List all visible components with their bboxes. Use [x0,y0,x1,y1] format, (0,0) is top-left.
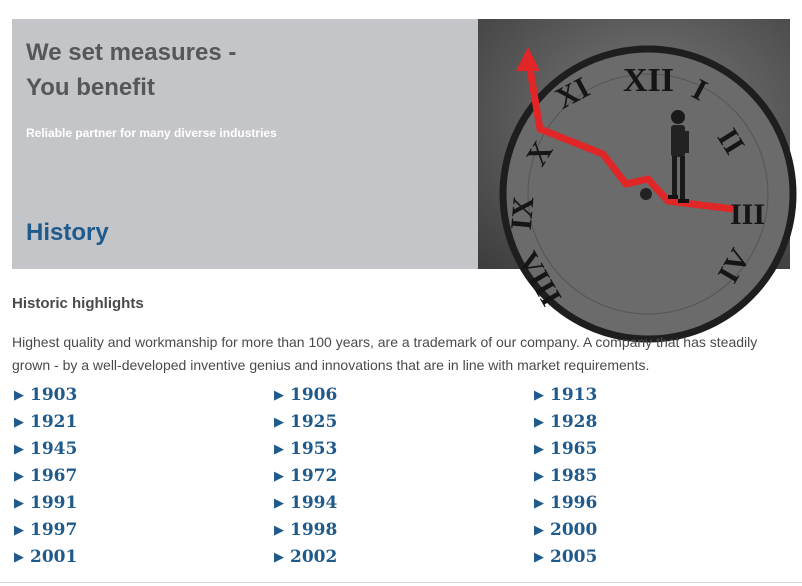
svg-text:VIII: VIII [510,246,568,312]
hero-title-line-2: You benefit [26,74,155,101]
triangle-right-icon: ▶ [14,495,24,511]
triangle-right-icon: ▶ [534,441,544,457]
triangle-right-icon: ▶ [14,522,24,538]
year-label: 1996 [550,493,598,513]
year-link-2000[interactable] [534,519,794,541]
year-link-1991[interactable] [14,492,274,514]
hero-title-line-1: We set measures - [26,39,237,66]
year-label: 1972 [290,466,338,486]
year-link-1903[interactable] [14,384,274,406]
year-label: 1953 [290,439,338,459]
year-link-1996[interactable] [534,492,794,514]
svg-text:X: X [519,135,560,172]
year-link-1965[interactable] [534,438,794,460]
svg-text:XI: XI [550,70,596,116]
year-link-1921[interactable] [14,411,274,433]
page-title: History [26,219,109,246]
triangle-right-icon: ▶ [534,414,544,430]
year-link-1925[interactable] [274,411,534,433]
triangle-right-icon: ▶ [14,549,24,565]
svg-text:IV: IV [711,243,757,289]
year-link-1998[interactable] [274,519,534,541]
triangle-right-icon: ▶ [534,468,544,484]
clock-businessman-image [478,19,790,312]
svg-text:II: II [710,122,751,161]
year-label: 1928 [550,412,598,432]
year-label: 1903 [30,385,78,405]
year-label: 1906 [290,385,338,405]
triangle-right-icon: ▶ [274,414,284,430]
year-label: 1994 [290,493,338,513]
year-link-1994[interactable] [274,492,534,514]
clock-illustration [478,19,790,312]
year-link-1913[interactable] [534,384,794,406]
year-label: 1998 [290,520,338,540]
year-label: 2005 [550,547,598,567]
year-link-1928[interactable] [534,411,794,433]
year-links-grid [14,384,794,573]
svg-text:III: III [730,198,766,231]
year-label: 2000 [550,520,598,540]
year-link-2005[interactable] [534,546,794,568]
intro-paragraph: Highest quality and workmanship for more than 100 years, are a trademark of our company. A company that has steadily grown - by a well-developed inventive genius and innovations that are in line with market requirements. [12,334,758,373]
triangle-right-icon: ▶ [274,549,284,565]
svg-text:I: I [686,72,713,108]
year-label: 1985 [550,466,598,486]
year-label: 1925 [290,412,338,432]
hero-title [26,35,236,105]
year-label: 1965 [550,439,598,459]
triangle-right-icon: ▶ [14,414,24,430]
year-link-1945[interactable] [14,438,274,460]
triangle-right-icon: ▶ [14,387,24,403]
svg-text:XII: XII [623,62,675,99]
year-link-1972[interactable] [274,465,534,487]
year-label: 1991 [30,493,78,513]
triangle-right-icon: ▶ [274,387,284,403]
year-link-1967[interactable] [14,465,274,487]
triangle-right-icon: ▶ [14,468,24,484]
section-heading: Historic highlights [12,295,144,312]
year-label: 1997 [30,520,78,540]
year-link-1953[interactable] [274,438,534,460]
year-link-1985[interactable] [534,465,794,487]
year-label: 1945 [30,439,78,459]
triangle-right-icon: ▶ [274,495,284,511]
triangle-right-icon: ▶ [534,495,544,511]
year-label: 2001 [30,547,78,567]
year-link-1906[interactable] [274,384,534,406]
year-link-2001[interactable] [14,546,274,568]
triangle-right-icon: ▶ [274,522,284,538]
bottom-divider [0,582,802,583]
triangle-right-icon: ▶ [274,468,284,484]
triangle-right-icon: ▶ [534,522,544,538]
triangle-right-icon: ▶ [534,549,544,565]
year-label: 1913 [550,385,598,405]
triangle-right-icon: ▶ [534,387,544,403]
year-label: 1921 [30,412,78,432]
year-link-2002[interactable] [274,546,534,568]
triangle-right-icon: ▶ [14,441,24,457]
triangle-right-icon: ▶ [274,441,284,457]
hero-subtitle: Reliable partner for many diverse industries [26,126,277,140]
svg-text:IX: IX [504,195,541,232]
year-label: 2002 [290,547,338,567]
year-label: 1967 [30,466,78,486]
year-link-1997[interactable] [14,519,274,541]
